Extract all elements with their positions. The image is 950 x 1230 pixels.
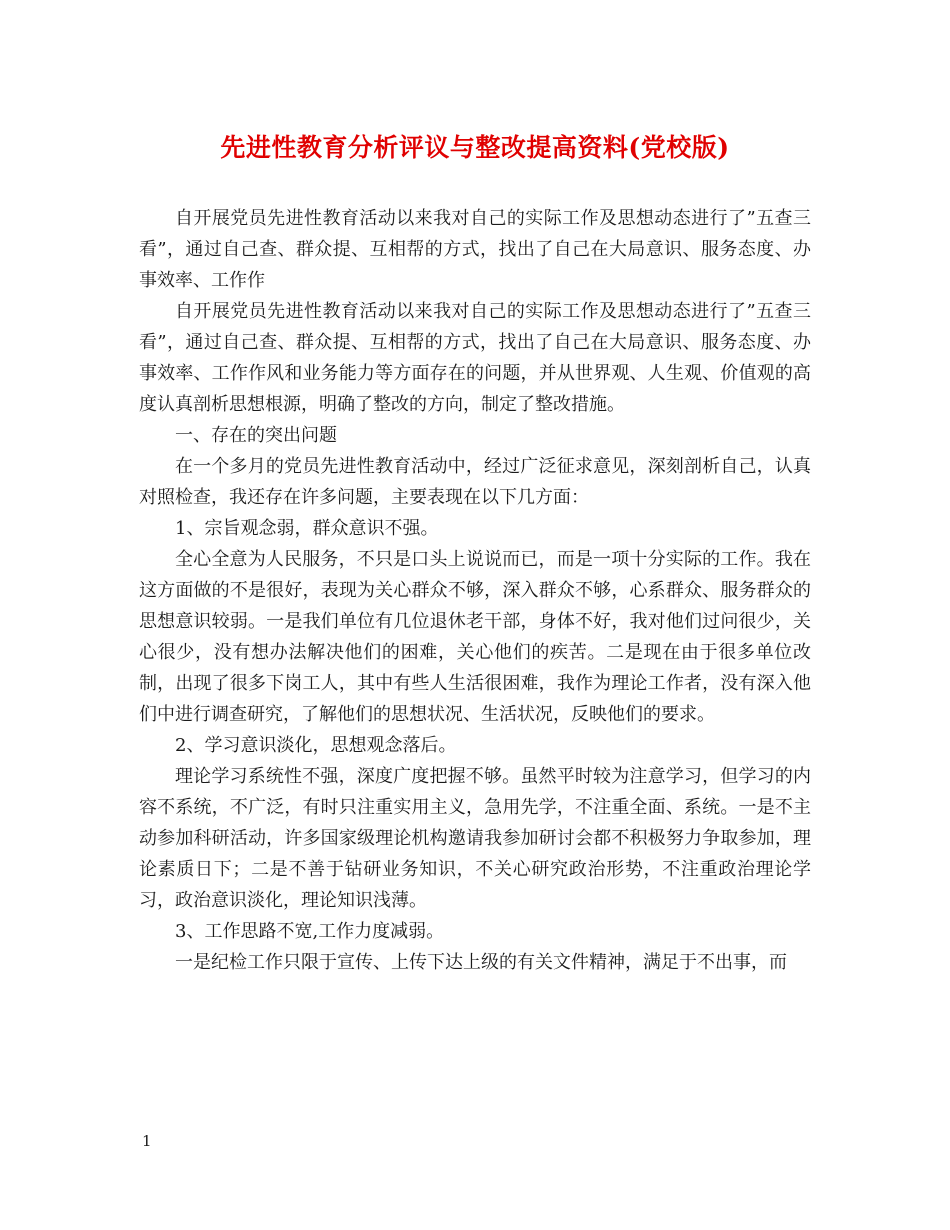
subsection-heading: 3、工作思路不宽,工作力度减弱。 [175,921,445,942]
paragraph: 自开展党员先进性教育活动以来我对自己的实际工作及思想动态进行了”五查三看”，通过自己查、群众提、互相帮的方式，找出了自己在大局意识、服务态度、办事效率、工作作风和业务能力等方面存在的问题，并从世界观、人生观、价值观的高度认真剖析思想根源，明确了整改的方向，制定了整改措施。 [139,301,811,415]
section-heading: 一、存在的突出问题 [175,425,337,446]
paragraph: 理论学习系统性不强，深度广度把握不够。虽然平时较为注意学习，但学习的内容不系统，不广泛，有时只注重实用主义，急用先学，不注重全面、系统。一是不主动参加科研活动，许多国家级理论机构邀请我参加研讨会都不积极努力争取参加，理论素质日下；二是不善于钻研业务知识，不关心研究政治形势，不注重政治理论学习，政治意识淡化，理论知识浅薄。 [139,766,811,911]
document-body [139,203,811,978]
document-title: 先进性教育分析评议与整改提高资料(党校版) [220,133,730,162]
page-number: 1 [142,1132,152,1150]
paragraph: 一是纪检工作只限于宣传、上传下达上级的有关文件精神，满足于不出事，而 [175,952,787,973]
paragraph: 在一个多月的党员先进性教育活动中，经过广泛征求意见，深刻剖析自己，认真对照检查，我还存在许多问题，主要表现在以下几方面： [139,456,811,508]
paragraph: 自开展党员先进性教育活动以来我对自己的实际工作及思想动态进行了”五查三看”，通过自己查、群众提、互相帮的方式，找出了自己在大局意识、服务态度、办事效率、工作作 [139,208,811,291]
paragraph: 全心全意为人民服务，不只是口头上说说而已，而是一项十分实际的工作。我在这方面做的不是很好，表现为关心群众不够，深入群众不够，心系群众、服务群众的思想意识较弱。一是我们单位有几位退休老干部，身体不好，我对他们过问很少，关心很少，没有想办法解决他们的困难，关心他们的疾苦。二是现在由于很多单位改制，出现了很多下岗工人，其中有些人生活很困难，我作为理论工作者，没有深入他们中进行调查研究，了解他们的思想状况、生活状况，反映他们的要求。 [139,549,811,725]
subsection-heading: 2、学习意识淡化，思想观念落后。 [175,735,457,756]
subsection-heading: 1、宗旨观念弱，群众意识不强。 [175,518,439,539]
